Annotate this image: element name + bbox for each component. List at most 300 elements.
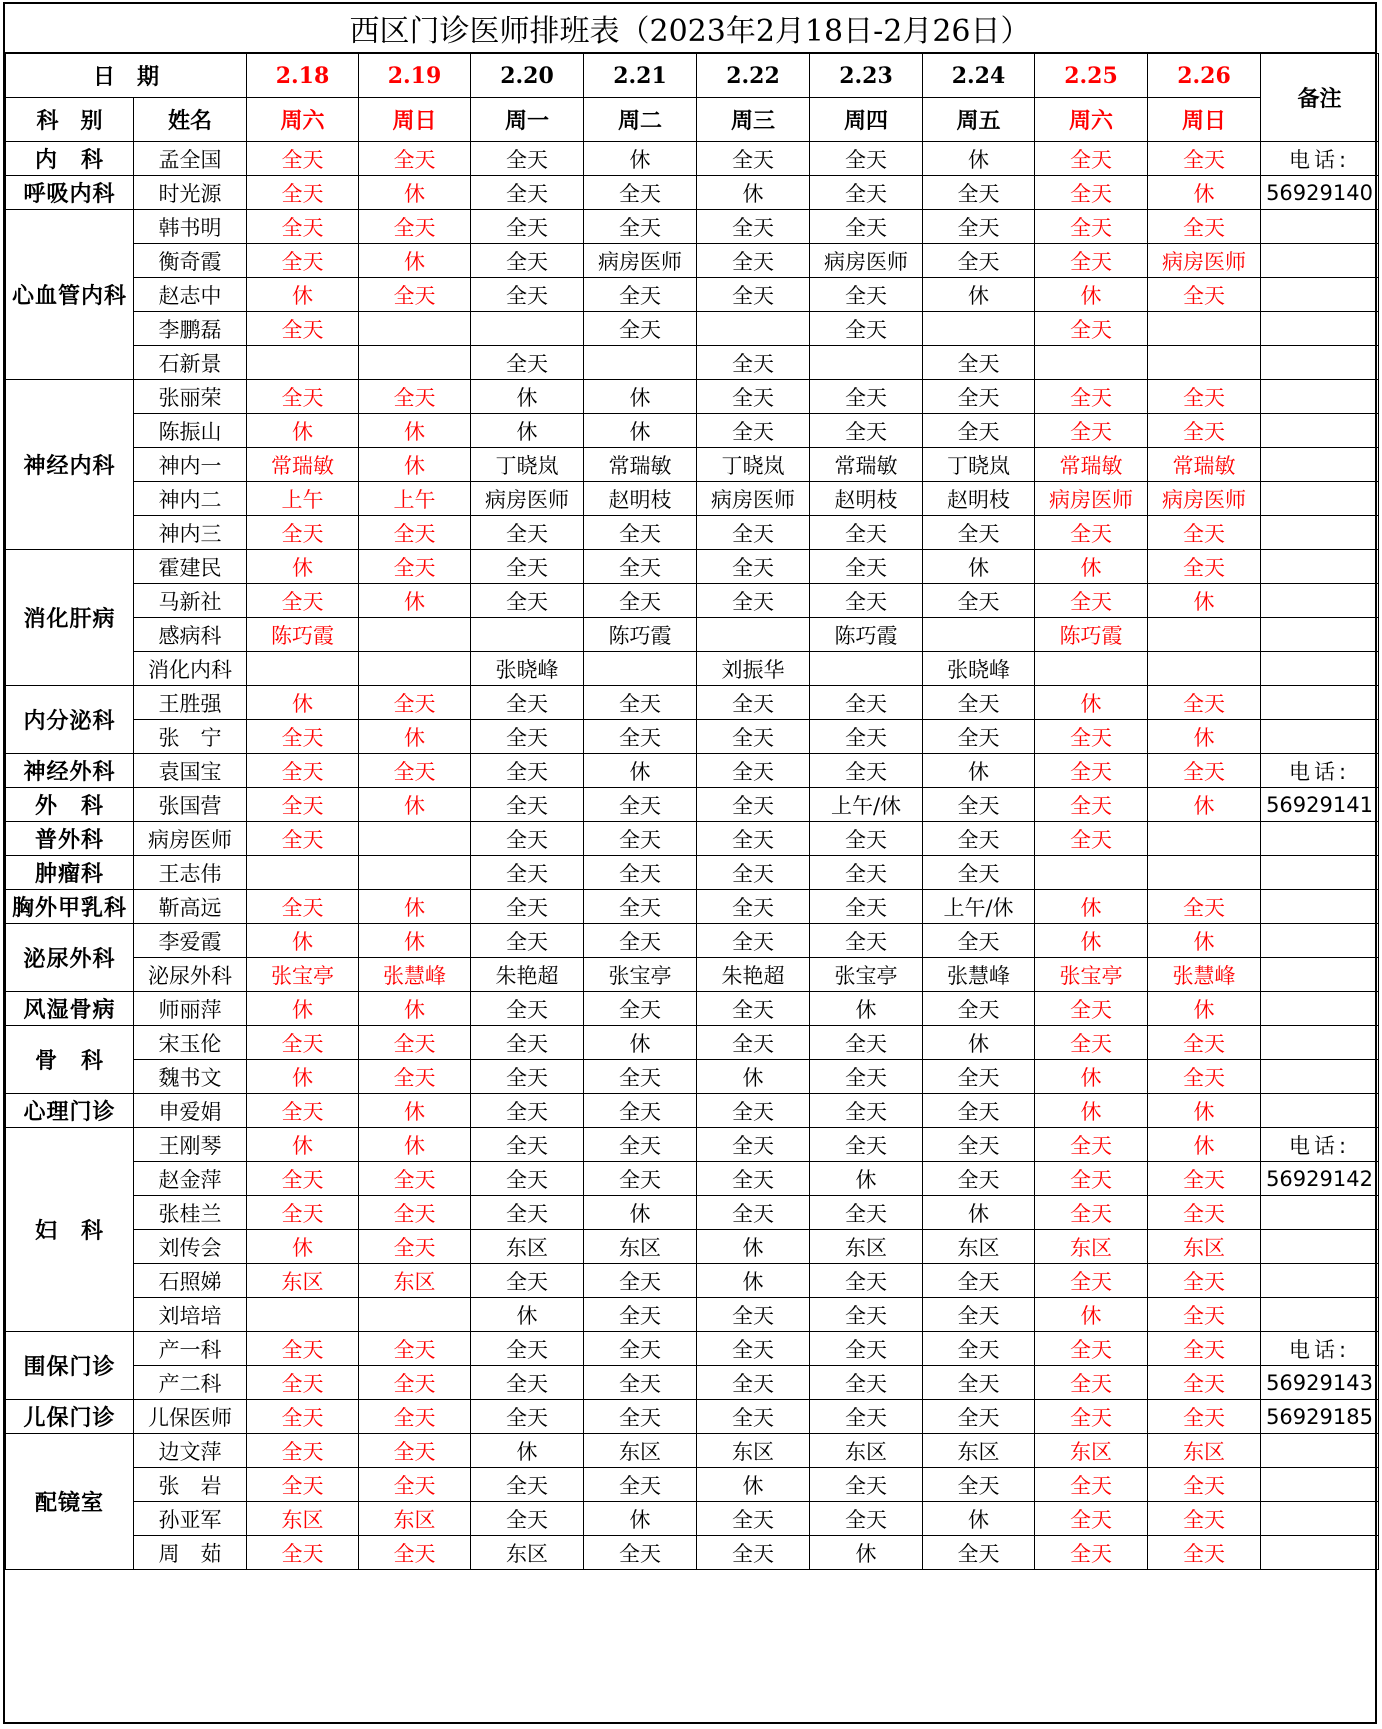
shift-cell: 张晓峰 <box>923 652 1035 686</box>
shift-cell: 张宝亭 <box>1035 958 1148 992</box>
shift-cell: 全天 <box>810 312 923 346</box>
weekday-cell: 周二 <box>584 98 697 142</box>
doctor-name-cell: 李鹏磊 <box>134 312 247 346</box>
shift-cell: 全天 <box>697 1366 810 1400</box>
shift-cell <box>359 618 471 652</box>
schedule-row <box>6 1434 1379 1468</box>
schedule-row <box>6 516 1379 550</box>
note-cell <box>1261 686 1379 720</box>
shift-cell: 病房医师 <box>810 244 923 278</box>
shift-cell: 全天 <box>697 1094 810 1128</box>
schedule-row <box>6 448 1379 482</box>
shift-cell: 休 <box>471 1434 584 1468</box>
shift-cell: 全天 <box>1035 754 1148 788</box>
weekday-cell: 周六 <box>247 98 359 142</box>
shift-cell: 全天 <box>471 1366 584 1400</box>
shift-cell: 丁晓岚 <box>697 448 810 482</box>
shift-cell: 全天 <box>471 924 584 958</box>
shift-cell: 全天 <box>247 1434 359 1468</box>
shift-cell <box>584 652 697 686</box>
shift-cell: 全天 <box>697 720 810 754</box>
note-cell: 56929185 <box>1261 1400 1379 1434</box>
doctor-name-cell: 赵金萍 <box>134 1162 247 1196</box>
shift-cell: 休 <box>1035 1094 1148 1128</box>
shift-cell: 休 <box>1148 176 1261 210</box>
shift-cell: 全天 <box>247 176 359 210</box>
shift-cell: 全天 <box>1148 1162 1261 1196</box>
shift-cell: 全天 <box>1148 142 1261 176</box>
note-cell <box>1261 1196 1379 1230</box>
shift-cell <box>359 822 471 856</box>
shift-cell: 全天 <box>923 346 1035 380</box>
shift-cell: 全天 <box>1035 1400 1148 1434</box>
shift-cell: 全天 <box>1148 1060 1261 1094</box>
schedule-row <box>6 1162 1379 1196</box>
shift-cell: 上午/休 <box>923 890 1035 924</box>
shift-cell: 东区 <box>471 1230 584 1264</box>
shift-cell <box>923 312 1035 346</box>
note-cell <box>1261 1536 1379 1570</box>
schedule-row <box>6 380 1379 414</box>
shift-cell <box>923 618 1035 652</box>
shift-cell: 张慧峰 <box>359 958 471 992</box>
doctor-name-cell: 宋玉伦 <box>134 1026 247 1060</box>
shift-cell: 全天 <box>1035 1502 1148 1536</box>
note-cell <box>1261 584 1379 618</box>
shift-cell: 休 <box>247 278 359 312</box>
shift-cell: 陈巧霞 <box>247 618 359 652</box>
shift-cell: 全天 <box>697 686 810 720</box>
shift-cell: 休 <box>697 1468 810 1502</box>
department-cell: 胸外甲乳科 <box>6 890 134 924</box>
shift-cell: 全天 <box>584 992 697 1026</box>
shift-cell: 全天 <box>247 788 359 822</box>
doctor-name-cell: 靳高远 <box>134 890 247 924</box>
note-cell: 电话: <box>1261 1332 1379 1366</box>
shift-cell: 全天 <box>810 142 923 176</box>
shift-cell: 全天 <box>810 1264 923 1298</box>
doctor-name-cell: 神内一 <box>134 448 247 482</box>
shift-cell: 全天 <box>584 822 697 856</box>
shift-cell: 全天 <box>247 1026 359 1060</box>
shift-cell: 全天 <box>697 278 810 312</box>
shift-cell: 全天 <box>359 754 471 788</box>
shift-cell: 丁晓岚 <box>471 448 584 482</box>
shift-cell: 全天 <box>1148 686 1261 720</box>
shift-cell: 全天 <box>471 1332 584 1366</box>
note-cell: 56929143 <box>1261 1366 1379 1400</box>
shift-cell: 东区 <box>810 1434 923 1468</box>
shift-cell: 全天 <box>1035 822 1148 856</box>
shift-cell: 休 <box>247 1230 359 1264</box>
shift-cell: 全天 <box>471 210 584 244</box>
shift-cell: 全天 <box>247 1400 359 1434</box>
shift-cell: 休 <box>810 1536 923 1570</box>
note-cell: 电话: <box>1261 1128 1379 1162</box>
shift-cell: 全天 <box>247 210 359 244</box>
shift-cell: 全天 <box>584 1332 697 1366</box>
shift-cell: 全天 <box>584 176 697 210</box>
note-cell <box>1261 312 1379 346</box>
shift-cell: 休 <box>923 754 1035 788</box>
shift-cell: 休 <box>584 1196 697 1230</box>
schedule-row <box>6 1400 1379 1434</box>
shift-cell: 全天 <box>471 1162 584 1196</box>
shift-cell: 休 <box>923 1502 1035 1536</box>
shift-cell: 全天 <box>697 414 810 448</box>
department-cell: 围保门诊 <box>6 1332 134 1400</box>
date-cell: 2.18 <box>247 54 359 98</box>
shift-cell: 全天 <box>247 890 359 924</box>
shift-cell: 全天 <box>359 1536 471 1570</box>
shift-cell: 丁晓岚 <box>923 448 1035 482</box>
note-cell <box>1261 856 1379 890</box>
shift-cell: 全天 <box>359 1332 471 1366</box>
note-cell <box>1261 346 1379 380</box>
shift-cell: 全天 <box>1148 278 1261 312</box>
shift-cell: 全天 <box>810 1502 923 1536</box>
note-cell: 电话: <box>1261 754 1379 788</box>
note-cell <box>1261 550 1379 584</box>
shift-cell: 全天 <box>1035 788 1148 822</box>
schedule-row <box>6 856 1379 890</box>
shift-cell <box>1148 346 1261 380</box>
doctor-name-cell: 韩书明 <box>134 210 247 244</box>
shift-cell <box>359 856 471 890</box>
shift-cell: 全天 <box>923 1468 1035 1502</box>
shift-cell <box>359 1298 471 1332</box>
shift-cell <box>810 346 923 380</box>
shift-cell: 休 <box>1148 992 1261 1026</box>
shift-cell: 张晓峰 <box>471 652 584 686</box>
doctor-name-cell: 衡奇霞 <box>134 244 247 278</box>
schedule-row <box>6 924 1379 958</box>
doctor-name-cell: 张国营 <box>134 788 247 822</box>
shift-cell <box>697 618 810 652</box>
shift-cell: 全天 <box>247 142 359 176</box>
shift-cell: 全天 <box>359 550 471 584</box>
doctor-name-cell: 魏书文 <box>134 1060 247 1094</box>
shift-cell: 全天 <box>471 754 584 788</box>
shift-cell: 休 <box>471 380 584 414</box>
shift-cell: 全天 <box>1035 1536 1148 1570</box>
shift-cell: 全天 <box>1148 1366 1261 1400</box>
shift-cell <box>1148 618 1261 652</box>
note-cell <box>1261 890 1379 924</box>
shift-cell: 全天 <box>923 1128 1035 1162</box>
schedule-row <box>6 414 1379 448</box>
shift-cell: 休 <box>359 1094 471 1128</box>
shift-cell: 全天 <box>584 1162 697 1196</box>
date-cell: 2.22 <box>697 54 810 98</box>
shift-cell: 全天 <box>697 1162 810 1196</box>
shift-cell: 全天 <box>923 822 1035 856</box>
shift-cell: 赵明枝 <box>923 482 1035 516</box>
shift-cell: 休 <box>247 992 359 1026</box>
shift-cell: 全天 <box>359 686 471 720</box>
shift-cell: 全天 <box>1148 1536 1261 1570</box>
shift-cell: 休 <box>1148 1094 1261 1128</box>
shift-cell: 全天 <box>1148 890 1261 924</box>
schedule-row <box>6 958 1379 992</box>
doctor-name-cell: 刘传会 <box>134 1230 247 1264</box>
doctor-name-cell: 神内二 <box>134 482 247 516</box>
shift-cell: 全天 <box>584 1536 697 1570</box>
shift-cell: 全天 <box>584 1468 697 1502</box>
shift-cell: 全天 <box>471 1060 584 1094</box>
doctor-name-cell: 张 岩 <box>134 1468 247 1502</box>
shift-cell: 东区 <box>923 1230 1035 1264</box>
shift-cell: 全天 <box>359 1162 471 1196</box>
shift-cell: 全天 <box>1148 516 1261 550</box>
shift-cell: 休 <box>1035 890 1148 924</box>
shift-cell: 休 <box>1035 686 1148 720</box>
shift-cell: 全天 <box>1035 210 1148 244</box>
shift-cell <box>1035 652 1148 686</box>
doctor-name-cell: 神内三 <box>134 516 247 550</box>
shift-cell: 休 <box>471 1298 584 1332</box>
shift-cell: 全天 <box>1035 1128 1148 1162</box>
shift-cell: 全天 <box>697 1332 810 1366</box>
department-cell: 骨 科 <box>6 1026 134 1094</box>
department-cell: 普外科 <box>6 822 134 856</box>
schedule-row <box>6 550 1379 584</box>
shift-cell: 全天 <box>810 686 923 720</box>
schedule-row <box>6 1468 1379 1502</box>
schedule-row <box>6 244 1379 278</box>
schedule-row <box>6 1332 1379 1366</box>
shift-cell: 全天 <box>1148 1468 1261 1502</box>
doctor-name-cell: 石新景 <box>134 346 247 380</box>
shift-cell: 全天 <box>359 1434 471 1468</box>
note-cell: 电话: <box>1261 142 1379 176</box>
shift-cell <box>1148 856 1261 890</box>
shift-cell: 全天 <box>697 856 810 890</box>
shift-cell: 陈巧霞 <box>810 618 923 652</box>
shift-cell: 全天 <box>697 1536 810 1570</box>
shift-cell: 全天 <box>1035 1162 1148 1196</box>
schedule-sheet <box>3 2 1377 1724</box>
shift-cell: 全天 <box>247 1366 359 1400</box>
shift-cell: 全天 <box>1035 380 1148 414</box>
shift-cell: 全天 <box>810 1026 923 1060</box>
shift-cell <box>1148 312 1261 346</box>
doctor-name-cell: 王胜强 <box>134 686 247 720</box>
shift-cell: 全天 <box>923 210 1035 244</box>
shift-cell: 全天 <box>247 1094 359 1128</box>
shift-cell: 全天 <box>810 1332 923 1366</box>
shift-cell: 全天 <box>810 516 923 550</box>
shift-cell <box>247 652 359 686</box>
schedule-row <box>6 1094 1379 1128</box>
shift-cell: 常瑞敏 <box>1035 448 1148 482</box>
doctor-name-cell: 马新社 <box>134 584 247 618</box>
shift-cell: 休 <box>359 890 471 924</box>
shift-cell: 全天 <box>923 686 1035 720</box>
shift-cell: 全天 <box>697 788 810 822</box>
schedule-row <box>6 1536 1379 1570</box>
department-cell: 心血管内科 <box>6 210 134 380</box>
shift-cell: 全天 <box>584 1128 697 1162</box>
shift-cell: 全天 <box>584 584 697 618</box>
shift-cell: 全天 <box>584 210 697 244</box>
shift-cell: 张宝亭 <box>584 958 697 992</box>
doctor-name-cell: 刘培培 <box>134 1298 247 1332</box>
note-cell <box>1261 448 1379 482</box>
shift-cell: 全天 <box>584 1060 697 1094</box>
shift-cell: 全天 <box>1148 414 1261 448</box>
shift-cell: 东区 <box>697 1434 810 1468</box>
shift-cell: 全天 <box>810 1128 923 1162</box>
doctor-name-cell: 王刚琴 <box>134 1128 247 1162</box>
doctor-name-cell: 霍建民 <box>134 550 247 584</box>
schedule-row <box>6 788 1379 822</box>
doctor-name-cell: 李爱霞 <box>134 924 247 958</box>
doctor-name-cell: 产一科 <box>134 1332 247 1366</box>
shift-cell: 全天 <box>247 312 359 346</box>
shift-cell <box>247 346 359 380</box>
shift-cell: 全天 <box>584 1366 697 1400</box>
shift-cell: 陈巧霞 <box>1035 618 1148 652</box>
shift-cell: 东区 <box>584 1230 697 1264</box>
schedule-row <box>6 1298 1379 1332</box>
shift-cell: 全天 <box>471 720 584 754</box>
schedule-row <box>6 1230 1379 1264</box>
schedule-row <box>6 1502 1379 1536</box>
shift-cell: 常瑞敏 <box>810 448 923 482</box>
shift-cell: 全天 <box>471 1400 584 1434</box>
schedule-row <box>6 618 1379 652</box>
shift-cell: 全天 <box>584 1094 697 1128</box>
shift-cell: 全天 <box>697 1196 810 1230</box>
shift-cell: 休 <box>359 992 471 1026</box>
shift-cell: 东区 <box>247 1502 359 1536</box>
shift-cell: 常瑞敏 <box>584 448 697 482</box>
department-cell: 内 科 <box>6 142 134 176</box>
doctor-name-cell: 孙亚军 <box>134 1502 247 1536</box>
shift-cell: 全天 <box>247 1536 359 1570</box>
shift-cell: 全天 <box>697 1400 810 1434</box>
schedule-row <box>6 312 1379 346</box>
shift-cell: 休 <box>1035 278 1148 312</box>
note-cell <box>1261 516 1379 550</box>
shift-cell: 全天 <box>471 992 584 1026</box>
shift-cell: 全天 <box>1035 584 1148 618</box>
note-header: 备注 <box>1261 54 1379 142</box>
shift-cell: 全天 <box>1148 1400 1261 1434</box>
shift-cell: 全天 <box>1035 516 1148 550</box>
shift-cell: 全天 <box>584 856 697 890</box>
shift-cell: 全天 <box>471 584 584 618</box>
weekday-cell: 周日 <box>359 98 471 142</box>
shift-cell: 全天 <box>471 1094 584 1128</box>
shift-cell: 全天 <box>697 1502 810 1536</box>
date-cell: 2.19 <box>359 54 471 98</box>
shift-cell: 全天 <box>923 992 1035 1026</box>
shift-cell: 全天 <box>247 380 359 414</box>
note-cell <box>1261 958 1379 992</box>
shift-cell: 全天 <box>1035 1026 1148 1060</box>
schedule-row <box>6 210 1379 244</box>
note-cell <box>1261 1026 1379 1060</box>
shift-cell: 全天 <box>359 210 471 244</box>
shift-cell: 休 <box>247 414 359 448</box>
shift-cell <box>359 346 471 380</box>
schedule-row <box>6 754 1379 788</box>
shift-cell: 全天 <box>1035 1264 1148 1298</box>
shift-cell <box>471 618 584 652</box>
shift-cell: 全天 <box>471 1196 584 1230</box>
schedule-row <box>6 1196 1379 1230</box>
doctor-name-cell: 师丽萍 <box>134 992 247 1026</box>
shift-cell: 全天 <box>923 856 1035 890</box>
note-cell <box>1261 1264 1379 1298</box>
dept-header: 科 别 <box>6 98 134 142</box>
shift-cell: 常瑞敏 <box>1148 448 1261 482</box>
note-cell <box>1261 822 1379 856</box>
shift-cell: 全天 <box>810 890 923 924</box>
note-cell <box>1261 1468 1379 1502</box>
shift-cell: 全天 <box>1148 754 1261 788</box>
doctor-name-cell: 王志伟 <box>134 856 247 890</box>
department-cell: 呼吸内科 <box>6 176 134 210</box>
shift-cell: 休 <box>1148 1128 1261 1162</box>
shift-cell: 全天 <box>923 1298 1035 1332</box>
note-cell <box>1261 1094 1379 1128</box>
shift-cell: 朱艳超 <box>697 958 810 992</box>
shift-cell: 全天 <box>810 210 923 244</box>
shift-cell: 全天 <box>810 856 923 890</box>
schedule-row <box>6 992 1379 1026</box>
shift-cell: 全天 <box>697 754 810 788</box>
shift-cell: 全天 <box>1148 1196 1261 1230</box>
shift-cell: 东区 <box>359 1502 471 1536</box>
shift-cell: 全天 <box>471 176 584 210</box>
page-title: 西区门诊医师排班表（2023年2月18日-2月26日） <box>5 4 1375 53</box>
shift-cell: 全天 <box>1148 380 1261 414</box>
shift-cell: 全天 <box>923 176 1035 210</box>
shift-cell: 张慧峰 <box>923 958 1035 992</box>
shift-cell: 全天 <box>923 244 1035 278</box>
shift-cell: 全天 <box>584 924 697 958</box>
shift-cell: 全天 <box>697 924 810 958</box>
shift-cell: 东区 <box>584 1434 697 1468</box>
doctor-name-cell: 感病科 <box>134 618 247 652</box>
shift-cell: 全天 <box>697 1128 810 1162</box>
shift-cell: 全天 <box>584 720 697 754</box>
shift-cell: 陈巧霞 <box>584 618 697 652</box>
doctor-name-cell: 张丽荣 <box>134 380 247 414</box>
shift-cell: 全天 <box>1035 1468 1148 1502</box>
shift-cell: 全天 <box>810 1196 923 1230</box>
shift-cell: 全天 <box>1148 1332 1261 1366</box>
shift-cell: 全天 <box>247 754 359 788</box>
shift-cell: 全天 <box>359 1400 471 1434</box>
shift-cell: 全天 <box>471 1502 584 1536</box>
shift-cell: 病房医师 <box>1035 482 1148 516</box>
doctor-name-cell: 病房医师 <box>134 822 247 856</box>
weekday-cell: 周五 <box>923 98 1035 142</box>
shift-cell: 全天 <box>923 788 1035 822</box>
shift-cell: 休 <box>471 414 584 448</box>
shift-cell: 全天 <box>471 1468 584 1502</box>
doctor-name-cell: 泌尿外科 <box>134 958 247 992</box>
shift-cell: 东区 <box>359 1264 471 1298</box>
shift-cell: 刘振华 <box>697 652 810 686</box>
schedule-row <box>6 652 1379 686</box>
shift-cell: 全天 <box>923 1400 1035 1434</box>
shift-cell: 休 <box>359 788 471 822</box>
